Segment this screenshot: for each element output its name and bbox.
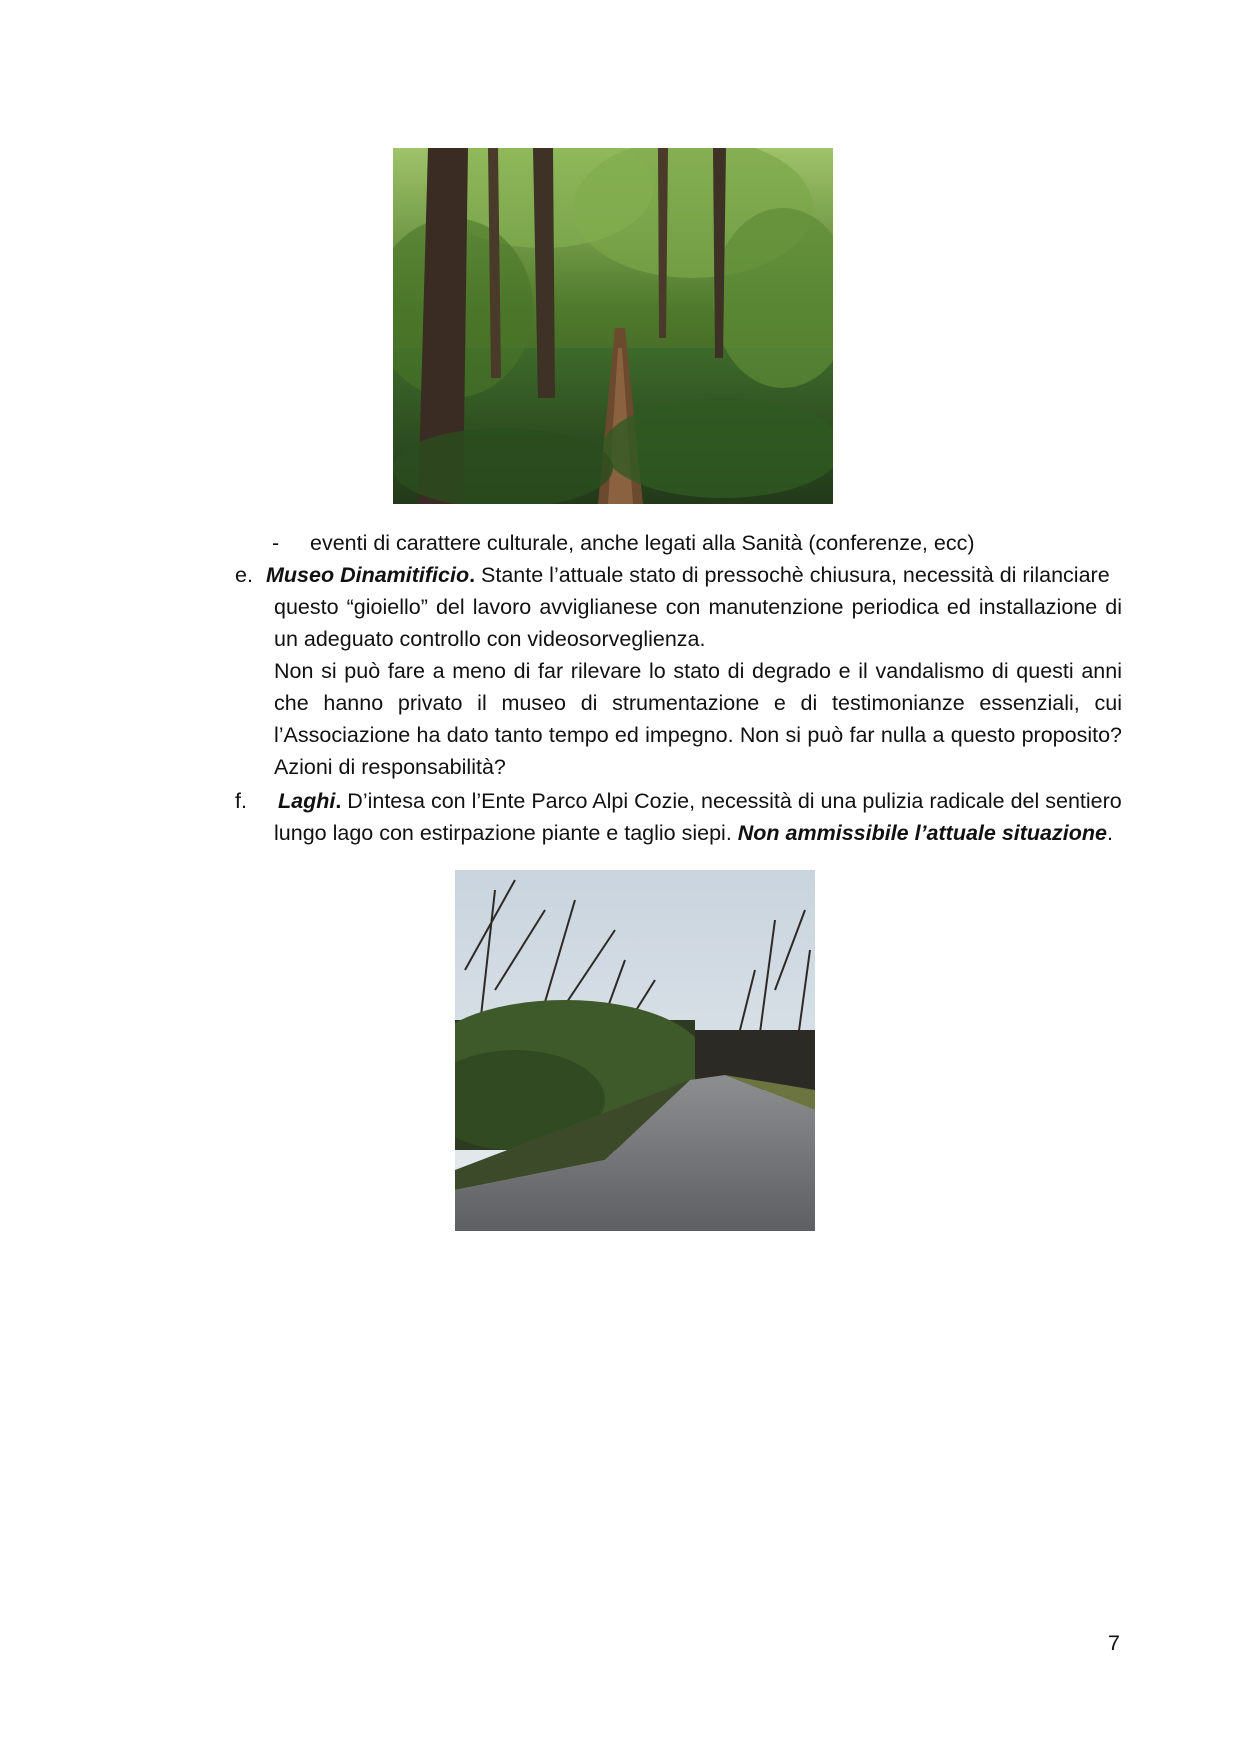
item-f-title-punct: .: [335, 789, 342, 813]
bullet-dash: -: [272, 531, 280, 555]
item-f-title: Laghi: [278, 789, 336, 813]
list-marker-f: f.: [235, 789, 247, 813]
item-f-first-line: [278, 785, 1122, 817]
item-e-line1: Stante l’attuale stato di pressochè chiusura, necessità di rilanciare: [475, 563, 1110, 587]
bullet-item-events: [272, 527, 974, 559]
list-item-museo: [232, 559, 1122, 783]
item-e-title-punct: .: [469, 563, 476, 587]
bullet-text: eventi di carattere culturale, anche legati alla Sanità (conferenze, ecc): [310, 531, 975, 555]
page-number: 7: [1108, 1631, 1120, 1655]
item-e-para2: Non si può fare a meno di far rilevare lo stato di degrado e il vandalismo di questi anni che hanno privato il museo di strumentazione e di testimonianze essenziali, cui l’Associazione ha dato tanto tempo ed impegno. Non si può far nulla a questo proposito? Azioni di responsabilità?: [274, 659, 1122, 779]
forest-path-photo: [393, 148, 833, 504]
item-e-rest: questo “gioiello” del lavoro avviglianese con manutenzione periodica ed installazione di un adeguato controllo con videosorveglienza.: [274, 595, 1122, 651]
item-e-first-line: [266, 559, 1122, 591]
item-f-rest-before: lungo lago con estirpazione piante e taglio siepi.: [274, 821, 738, 845]
list-item-laghi: [232, 785, 1122, 849]
item-f-emphasis: Non ammissibile l’attuale situazione: [737, 821, 1107, 845]
item-e-title: Museo Dinamitificio: [266, 563, 470, 587]
list-marker-e: e.: [235, 563, 253, 587]
forest-photo-graphic: [393, 148, 833, 504]
park-road-photo: [455, 870, 815, 1231]
item-f-line1: D’intesa con l’Ente Parco Alpi Cozie, necessità di una pulizia radicale del sentiero: [341, 789, 1122, 813]
item-f-rest: [274, 817, 1122, 849]
road-photo-graphic: [455, 870, 815, 1231]
item-f-end-punct: .: [1106, 821, 1113, 845]
